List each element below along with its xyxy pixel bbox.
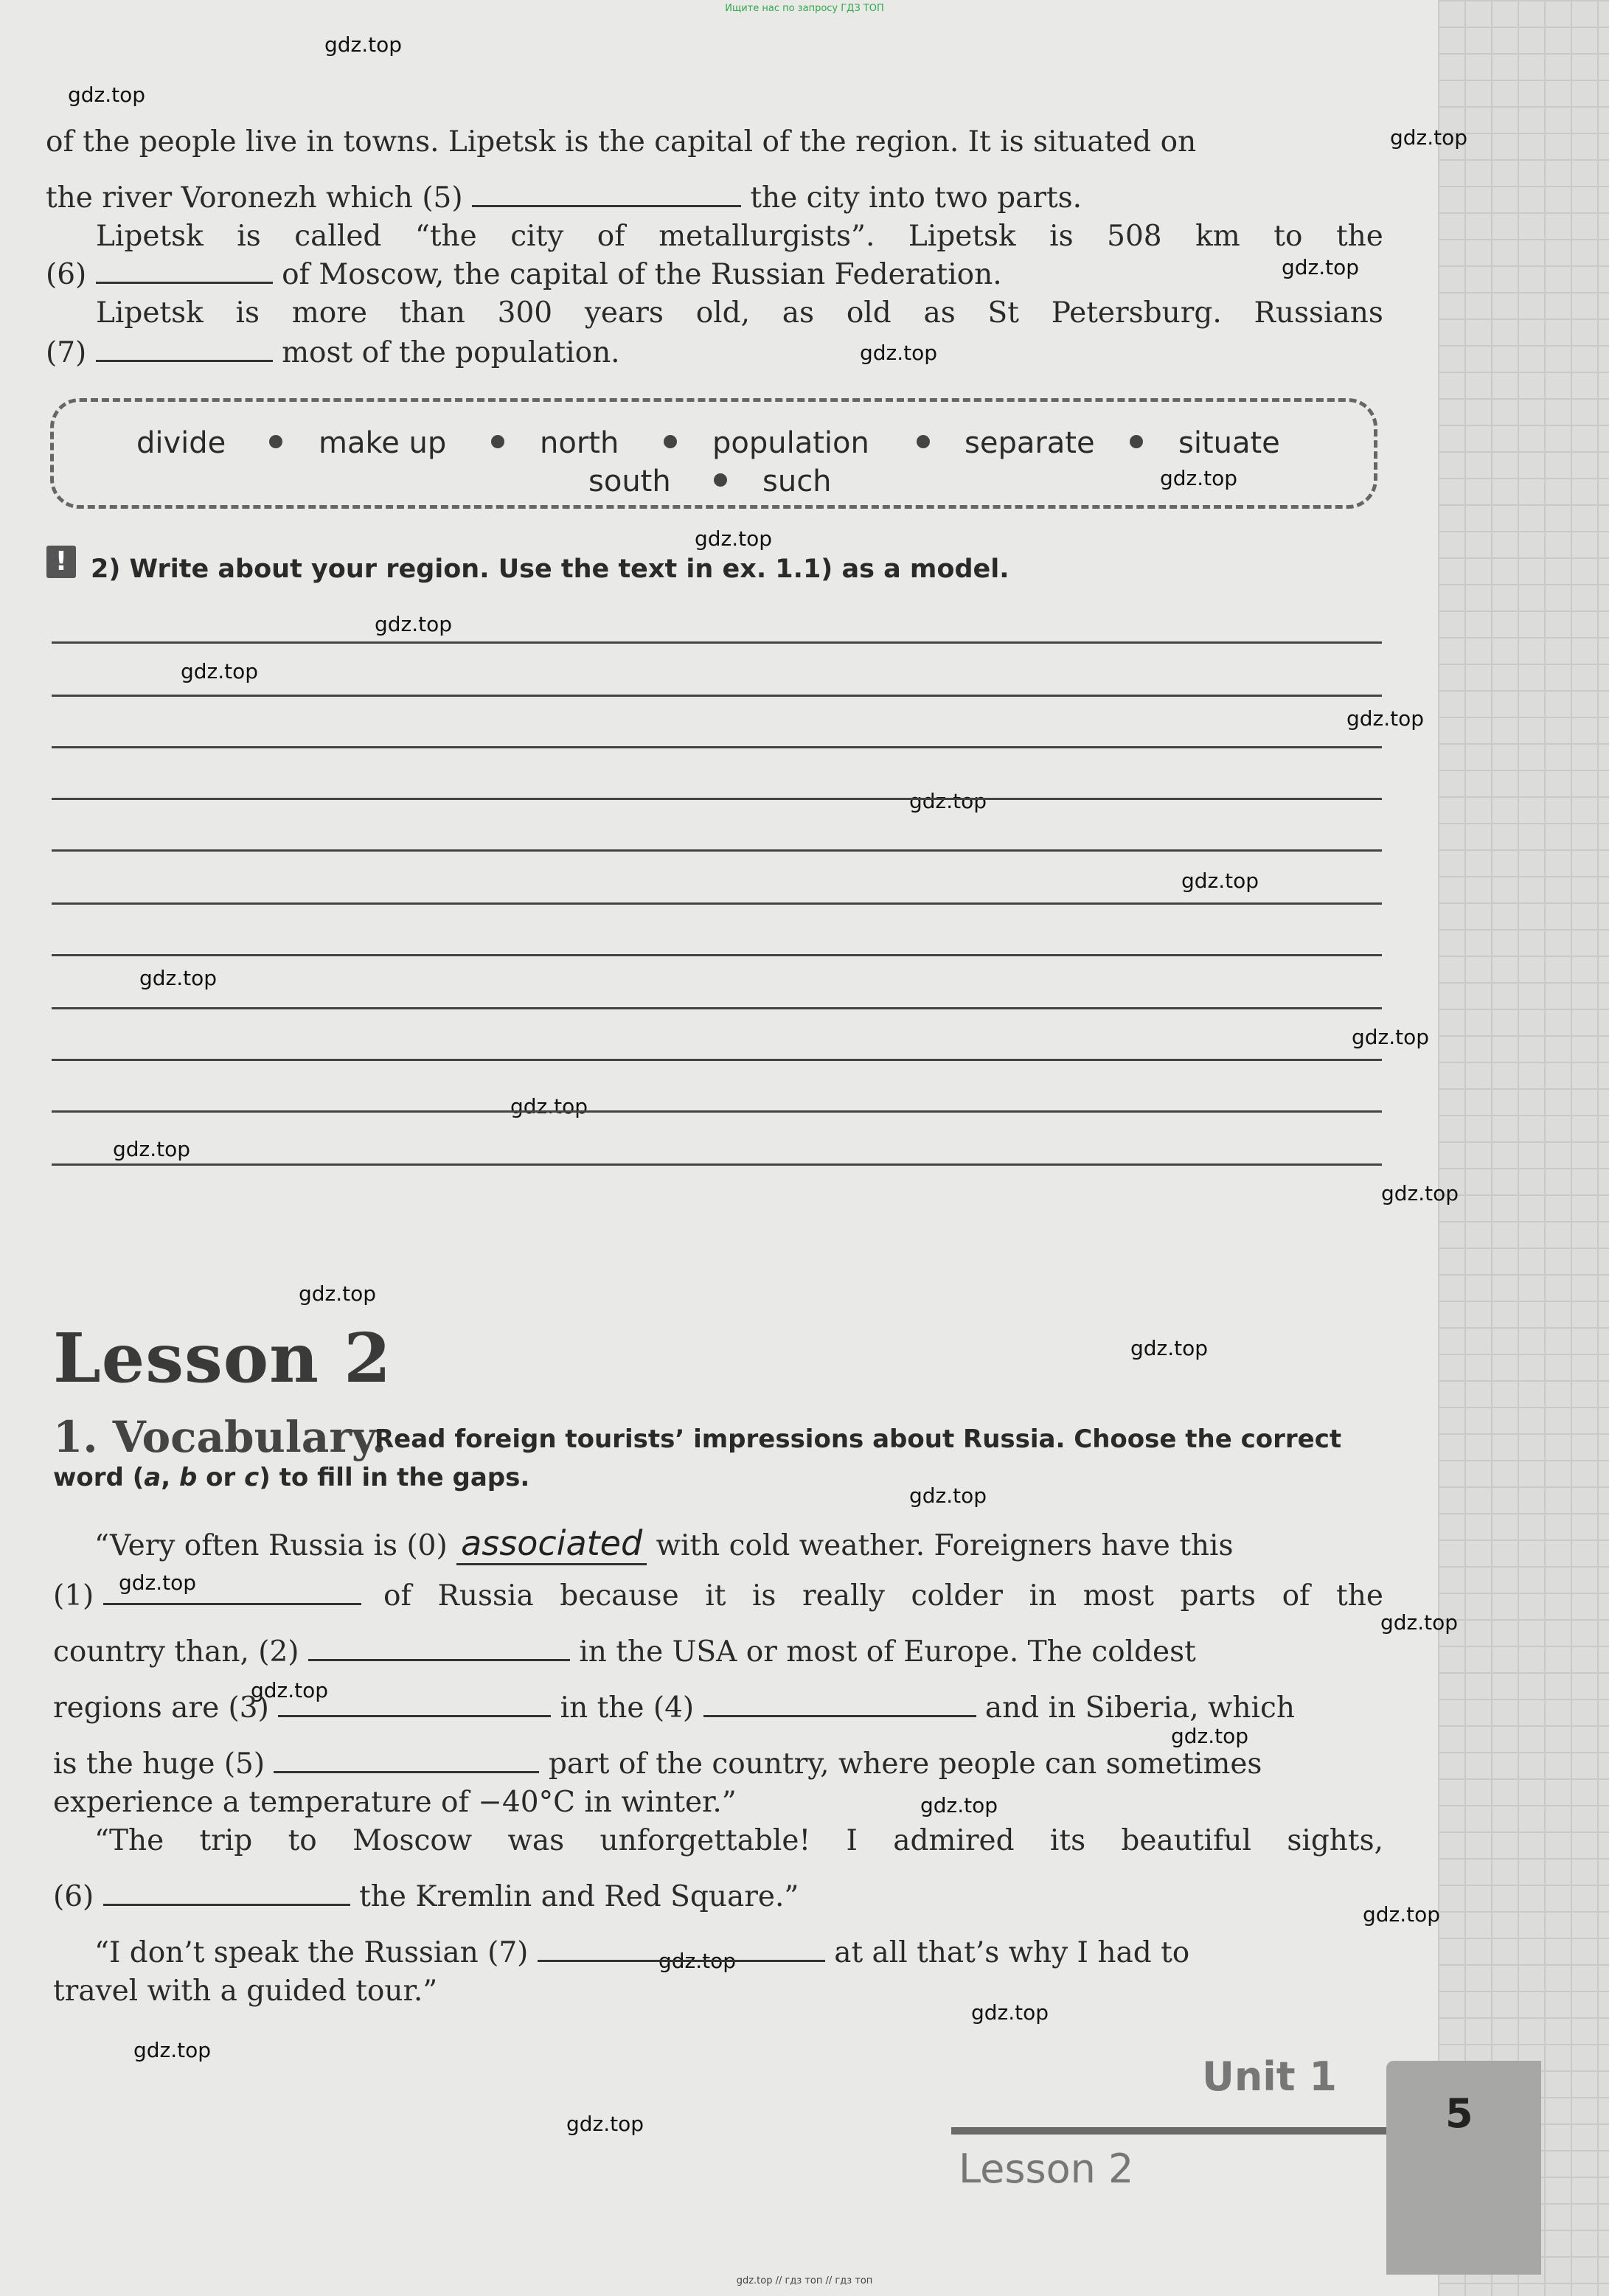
- writing-line[interactable]: [52, 798, 1382, 800]
- word: because: [560, 1579, 679, 1613]
- passage-text: and in Siberia, which: [984, 1691, 1295, 1725]
- instruction-part: word (: [53, 1463, 145, 1492]
- word: admired: [893, 1824, 1015, 1857]
- watermark: gdz.top: [1346, 706, 1425, 731]
- word: called: [294, 220, 382, 253]
- word: trip: [199, 1824, 253, 1857]
- word: beautiful: [1121, 1824, 1252, 1857]
- word: km: [1195, 220, 1240, 253]
- watermark: gdz.top: [658, 1949, 737, 1973]
- text-line: [46, 181, 1082, 215]
- section-name: Vocabulary.: [112, 1412, 387, 1462]
- passage-text: “I don’t speak the Russian (7): [94, 1936, 529, 1969]
- watermark: gdz.top: [909, 789, 987, 813]
- word-option: make up: [319, 426, 447, 460]
- gap-label: (7): [46, 336, 87, 369]
- word: metallurgists”.: [658, 220, 875, 253]
- writing-line[interactable]: [52, 1110, 1382, 1113]
- watermark: gdz.top: [971, 2000, 1049, 2025]
- text-line: [46, 258, 1002, 291]
- warning-icon: !: [46, 546, 76, 578]
- watermark: gdz.top: [1130, 1336, 1209, 1360]
- gap-6[interactable]: [96, 258, 273, 284]
- lesson-label: Lesson 2: [959, 2146, 1134, 2192]
- text-line: [96, 220, 1383, 253]
- writing-line[interactable]: [52, 954, 1382, 956]
- answer-0[interactable]: associated: [456, 1523, 647, 1565]
- passage-text: at all that’s why I had to: [834, 1936, 1190, 1969]
- word: old,: [695, 296, 751, 330]
- gap-7[interactable]: [538, 1936, 825, 1962]
- section-number: 1.: [53, 1412, 98, 1462]
- word: Lipetsk: [96, 296, 204, 330]
- word: 508: [1107, 220, 1162, 253]
- passage-line: [53, 1880, 799, 1913]
- word: old: [846, 296, 892, 330]
- word-option: situate: [1178, 426, 1280, 460]
- watermark: gdz.top: [510, 1094, 588, 1119]
- watermark: gdz.top: [1381, 1181, 1459, 1206]
- text-line: [96, 296, 1383, 330]
- writing-line[interactable]: [52, 1059, 1382, 1061]
- gap-label: (6): [53, 1880, 94, 1913]
- watermark: gdz.top: [1363, 1902, 1441, 1927]
- word: sights,: [1287, 1824, 1383, 1857]
- word: it: [705, 1579, 726, 1613]
- word: unforgettable!: [600, 1824, 811, 1857]
- option-letter: c: [244, 1463, 260, 1492]
- passage-text: in the USA or most of Europe. The coldest: [579, 1635, 1196, 1669]
- word: Russia: [437, 1579, 534, 1613]
- word: St: [987, 296, 1019, 330]
- passage-line: [53, 1635, 1196, 1669]
- watermark: gdz.top: [139, 966, 218, 990]
- bullet-icon: [664, 435, 677, 448]
- word: Moscow: [352, 1824, 473, 1857]
- instruction-part: or: [197, 1463, 245, 1492]
- writing-line[interactable]: [52, 902, 1382, 905]
- passage-line: [94, 1936, 1189, 1969]
- grid-margin: [1438, 0, 1609, 2296]
- word: in: [1029, 1579, 1057, 1613]
- bullet-icon: [269, 435, 282, 448]
- word: of: [383, 1579, 411, 1613]
- word: more: [291, 296, 367, 330]
- passage-text: country than, (2): [53, 1635, 299, 1669]
- word: is: [237, 220, 261, 253]
- passage-text: the Kremlin and Red Square.”: [359, 1880, 799, 1913]
- section-heading: [53, 1412, 386, 1462]
- word: Russians: [1254, 296, 1383, 330]
- gap-1[interactable]: [103, 1579, 361, 1605]
- word: 300: [497, 296, 553, 330]
- watermark: gdz.top: [1181, 869, 1259, 893]
- watermark: gdz.top: [251, 1678, 329, 1702]
- word-option: population: [712, 426, 869, 460]
- word: really: [802, 1579, 885, 1613]
- bullet-icon: [714, 473, 727, 487]
- gap-5[interactable]: [472, 181, 741, 207]
- writing-line[interactable]: [52, 849, 1382, 852]
- watermark: gdz.top: [1160, 466, 1238, 490]
- passage-line: [53, 1691, 1295, 1725]
- word: “the: [414, 220, 477, 253]
- word: the: [1336, 1579, 1383, 1613]
- writing-line[interactable]: [52, 1007, 1382, 1009]
- word: than: [399, 296, 465, 330]
- watermark: gdz.top: [68, 83, 146, 107]
- word: Petersburg.: [1051, 296, 1222, 330]
- gap-3[interactable]: [278, 1691, 551, 1717]
- watermark: gdz.top: [1390, 125, 1468, 150]
- watermark: gdz.top: [920, 1793, 998, 1817]
- watermark: gdz.top: [299, 1281, 377, 1306]
- watermark: gdz.top: [375, 612, 453, 636]
- text-line: [46, 336, 620, 369]
- watermark: gdz.top: [1380, 1610, 1459, 1635]
- divider: [951, 2127, 1386, 2135]
- passage-text: is the huge (5): [53, 1747, 265, 1781]
- instruction: Read foreign tourists’ impressions about Russia. Choose the correct: [375, 1424, 1342, 1454]
- task-instruction: 2) Write about your region. Use the text in ex. 1.1) as a model.: [91, 554, 1009, 584]
- word: the: [1335, 220, 1383, 253]
- watermark: gdz.top: [860, 341, 938, 365]
- bullet-icon: [1130, 435, 1143, 448]
- gap-label: (1): [53, 1579, 94, 1613]
- instruction-part: ) to fill in the gaps.: [259, 1463, 530, 1492]
- word: to: [288, 1824, 317, 1857]
- word: its: [1049, 1824, 1086, 1857]
- passage-line: [53, 1747, 1262, 1781]
- word-option: south: [588, 465, 671, 498]
- passage-line: [94, 1824, 1383, 1857]
- unit-label: Unit 1: [1202, 2053, 1337, 2100]
- instruction-part: ,: [161, 1463, 179, 1492]
- watermark: gdz.top: [133, 2038, 212, 2062]
- passage-text: with cold weather. Foreigners have this: [656, 1529, 1234, 1562]
- watermark: gdz.top: [695, 526, 773, 551]
- gap-label: (6): [46, 258, 87, 291]
- word: I: [846, 1824, 858, 1857]
- watermark: gdz.top: [113, 1137, 191, 1161]
- bullet-icon: [917, 435, 930, 448]
- passage-line: [383, 1579, 1383, 1613]
- gap-7[interactable]: [96, 336, 273, 362]
- text-line: of the people live in towns. Lipetsk is the capital of the region. It is situated on: [46, 125, 1197, 159]
- word: “The: [94, 1824, 164, 1857]
- word: of: [1282, 1579, 1310, 1613]
- writing-line[interactable]: [52, 641, 1382, 644]
- option-letter: b: [178, 1463, 198, 1492]
- watermark: gdz.top: [119, 1570, 197, 1595]
- passage-text: “Very often Russia is (0): [94, 1529, 448, 1562]
- word-option: such: [762, 465, 832, 498]
- lesson-title: Lesson 2: [53, 1318, 392, 1398]
- watermark: gdz.top: [566, 2112, 644, 2136]
- passage-text: regions are (3): [53, 1691, 269, 1725]
- word: as: [923, 296, 956, 330]
- bullet-icon: [491, 435, 504, 448]
- word: years: [584, 296, 664, 330]
- word: Lipetsk: [908, 220, 1016, 253]
- word: Lipetsk: [96, 220, 204, 253]
- writing-line[interactable]: [52, 695, 1382, 697]
- watermark: gdz.top: [324, 32, 403, 57]
- gap-5[interactable]: [274, 1747, 539, 1773]
- word: is: [751, 1579, 776, 1613]
- watermark: gdz.top: [1352, 1025, 1430, 1049]
- passage-line: [53, 1579, 361, 1613]
- footer-links[interactable]: gdz.top // гдз топ // гдз топ: [736, 2275, 873, 2286]
- word-option: separate: [965, 426, 1095, 460]
- word: colder: [911, 1579, 1004, 1613]
- writing-line[interactable]: [52, 746, 1382, 748]
- gap-4[interactable]: [703, 1691, 976, 1717]
- text-line-end: the city into two parts.: [750, 181, 1082, 215]
- word: was: [507, 1824, 565, 1857]
- word: parts: [1180, 1579, 1256, 1613]
- passage-line: experience a temperature of −40°C in winter.”: [53, 1786, 737, 1819]
- option-letter: a: [144, 1463, 161, 1492]
- text-line-start: the river Voronezh which (5): [46, 181, 463, 215]
- watermark: gdz.top: [181, 659, 259, 683]
- watermark: gdz.top: [1171, 1724, 1249, 1748]
- text-line-end: most of the population.: [282, 336, 620, 369]
- passage-line: travel with a guided tour.”: [53, 1975, 438, 2008]
- gap-6[interactable]: [103, 1880, 350, 1906]
- gap-2[interactable]: [308, 1635, 570, 1661]
- word-option: divide: [136, 426, 226, 460]
- watermark: gdz.top: [1282, 255, 1360, 279]
- word: to: [1273, 220, 1303, 253]
- site-link[interactable]: Ищите нас по запросу ГДЗ ТОП: [725, 3, 884, 14]
- text-line-end: of Moscow, the capital of the Russian Federation.: [282, 258, 1002, 291]
- page-number: 5: [1445, 2090, 1473, 2137]
- writing-line[interactable]: [52, 1163, 1382, 1166]
- word: is: [1049, 220, 1074, 253]
- passage-text: part of the country, where people can sometimes: [548, 1747, 1262, 1781]
- word: of: [597, 220, 625, 253]
- watermark: gdz.top: [909, 1483, 987, 1508]
- word: city: [510, 220, 564, 253]
- word: most: [1082, 1579, 1154, 1613]
- word: is: [235, 296, 260, 330]
- passage-line: [94, 1523, 1234, 1565]
- passage-text: in the (4): [560, 1691, 695, 1725]
- word-option: north: [540, 426, 619, 460]
- word: as: [782, 296, 815, 330]
- instruction: [53, 1463, 529, 1492]
